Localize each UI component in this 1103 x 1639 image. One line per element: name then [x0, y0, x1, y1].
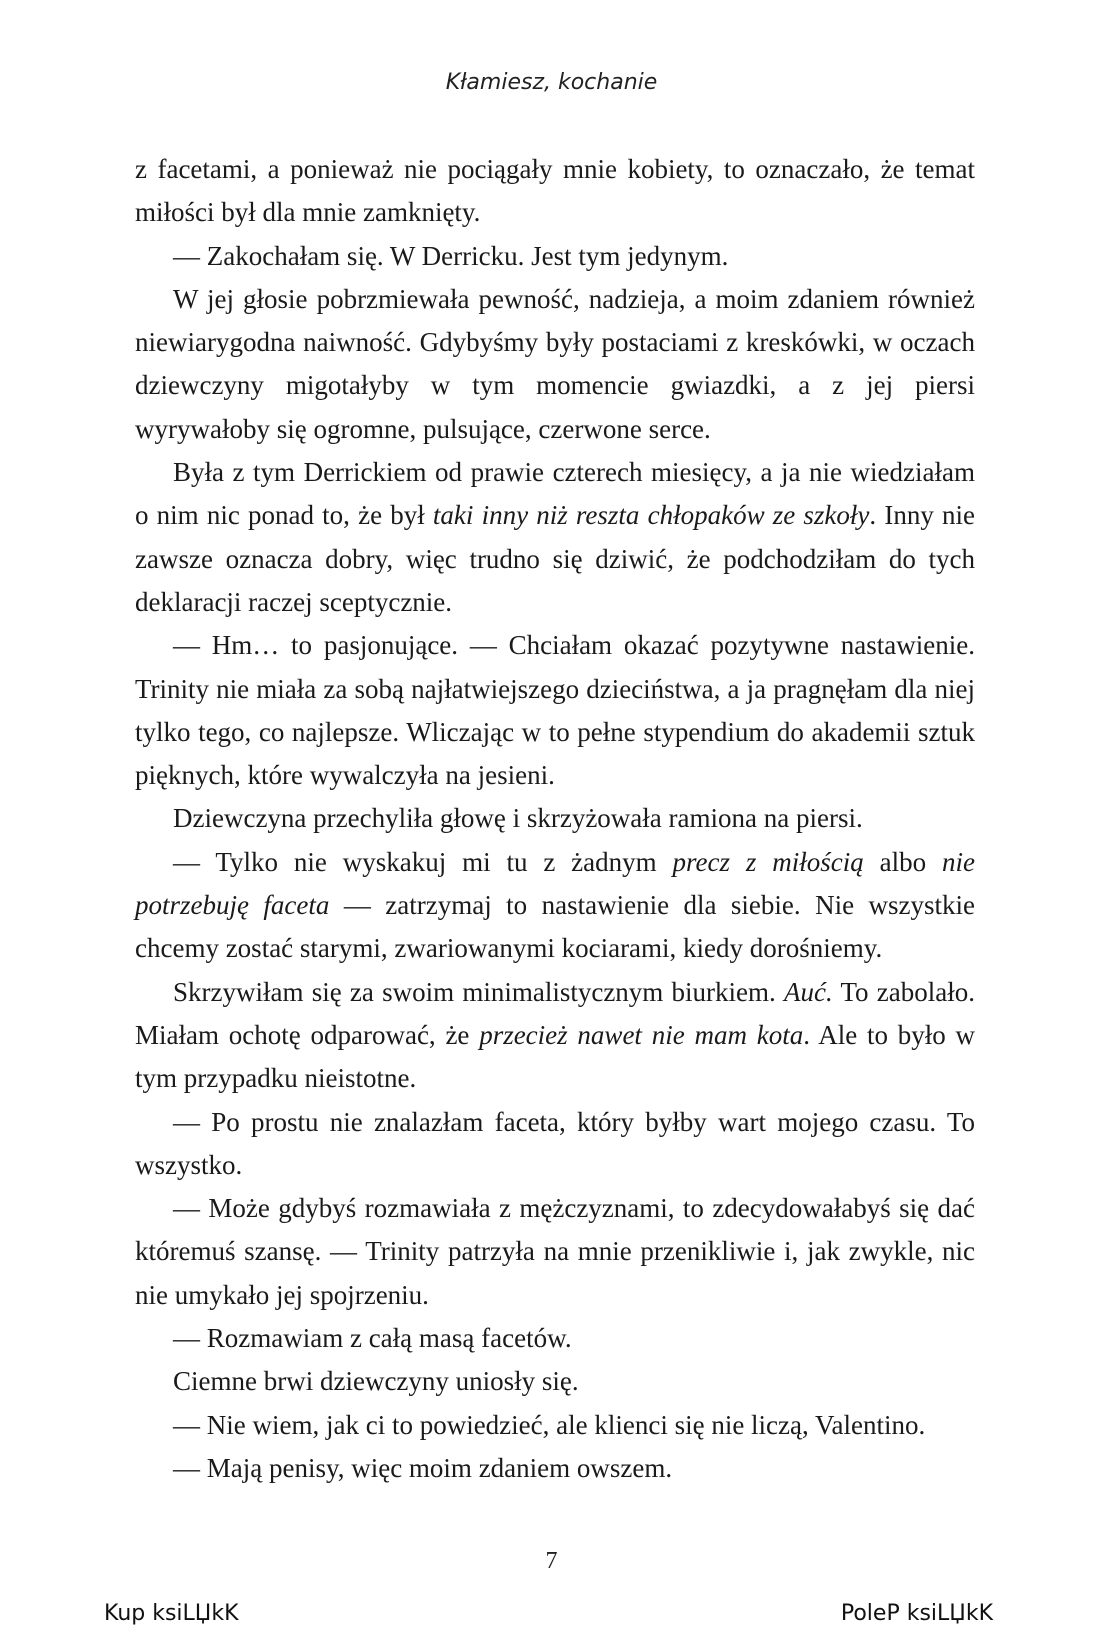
text-run: — zatrzymaj to nastawienie dla siebie. Nie wszystkie chcemy zostać starymi, zwariowanymi kociarami, kiedy dorośniemy.	[135, 890, 975, 964]
italic-text-run: nie potrzebuję faceta	[135, 846, 975, 921]
text-run: — Tylko nie wyskakuj mi tu z żadnym	[173, 846, 673, 877]
paragraph	[135, 278, 975, 451]
italic-text-run: Auć.	[783, 976, 833, 1007]
paragraph	[135, 451, 975, 624]
text-run: — Może gdybyś rozmawiała z mężczyznami, to zdecydowałabyś się dać któremuś szansę. — Trinity patrzyła na mnie przenikliwie i, jak zwykle, nic nie umykało jej spojrzeniu.	[135, 1193, 975, 1310]
paragraph	[135, 1404, 975, 1447]
italic-text-run: taki inny niż reszta chłopaków ze szkoły	[432, 500, 870, 531]
paragraph	[135, 1187, 975, 1317]
paragraph	[135, 148, 975, 235]
text-run: W jej głosie pobrzmiewała pewność, nadzieja, a moim zdaniem również niewiarygodna naiwność. Gdybyśmy były postaciami z kreskówki, w oczach dziewczyny migotałyby w tym momencie gwiazdki, a z jej piersi wyrywałoby się ogromne, pulsujące, czerwone serce.	[135, 283, 975, 444]
paragraph	[135, 1447, 975, 1490]
text-run: Ciemne brwi dziewczyny uniosły się.	[173, 1366, 579, 1397]
text-run: — Rozmawiam z całą masą facetów.	[173, 1323, 572, 1354]
page-number: 7	[545, 1548, 558, 1574]
running-head: Kłamiesz, kochanie	[445, 70, 658, 95]
body-text	[135, 148, 975, 1490]
text-run: . Inny nie zawsze oznacza dobry, więc trudno się dziwić, że podchodziłam do tych deklaracji raczej sceptycznie.	[135, 500, 975, 617]
buy-book-link[interactable]: Kup ksiLЏkK	[104, 1601, 239, 1626]
text-run: Skrzywiłam się za swoim minimalistycznym biurkiem.	[173, 976, 784, 1007]
text-run: albo	[863, 846, 942, 877]
italic-text-run: przecież nawet nie mam kota	[479, 1019, 804, 1050]
paragraph	[135, 1360, 975, 1403]
text-run: — Mają penisy, więc moim zdaniem owszem.	[173, 1452, 673, 1483]
paragraph	[135, 971, 975, 1101]
text-run: — Nie wiem, jak ci to powiedzieć, ale klienci się nie liczą, Valentino.	[173, 1409, 926, 1440]
paragraph	[135, 1101, 975, 1188]
text-run: z facetami, a ponieważ nie pociągały mnie kobiety, to oznaczało, że temat miłości był dla mnie zamknięty.	[135, 154, 975, 228]
text-run: — Zakochałam się. W Derricku. Jest tym jedynym.	[173, 240, 729, 271]
text-run: — Po prostu nie znalazłam faceta, który byłby wart mojego czasu. To wszystko.	[135, 1106, 975, 1180]
paragraph	[135, 624, 975, 797]
text-run: Dziewczyna przechyliła głowę i skrzyżowała ramiona na piersi.	[173, 803, 863, 834]
text-run: — Hm… to pasjonujące. — Chciałam okazać pozytywne nastawienie. Trinity nie miała za sobą najłatwiejszego dzieciństwa, a ja pragnęłam dla niej tylko tego, co najlepsze. Wliczając w to pełne stypendium do akademii sztuk pięknych, które wywalczyła na jesieni.	[135, 630, 975, 791]
paragraph	[135, 1317, 975, 1360]
recommend-book-link[interactable]: PoleP ksiLЏkK	[840, 1601, 993, 1626]
text-run: To zabolało. Miałam ochotę odparować, że	[135, 976, 975, 1050]
text-run: Była z tym Derrickiem od prawie czterech miesięcy, a ja nie wiedziałam o nim nic ponad to, że był	[135, 457, 975, 531]
text-run: . Ale to było w tym przypadku nieistotne.	[135, 1019, 976, 1094]
paragraph	[135, 797, 975, 840]
italic-text-run: precz z miłością	[672, 846, 864, 877]
paragraph	[135, 841, 975, 971]
paragraph	[135, 235, 975, 278]
